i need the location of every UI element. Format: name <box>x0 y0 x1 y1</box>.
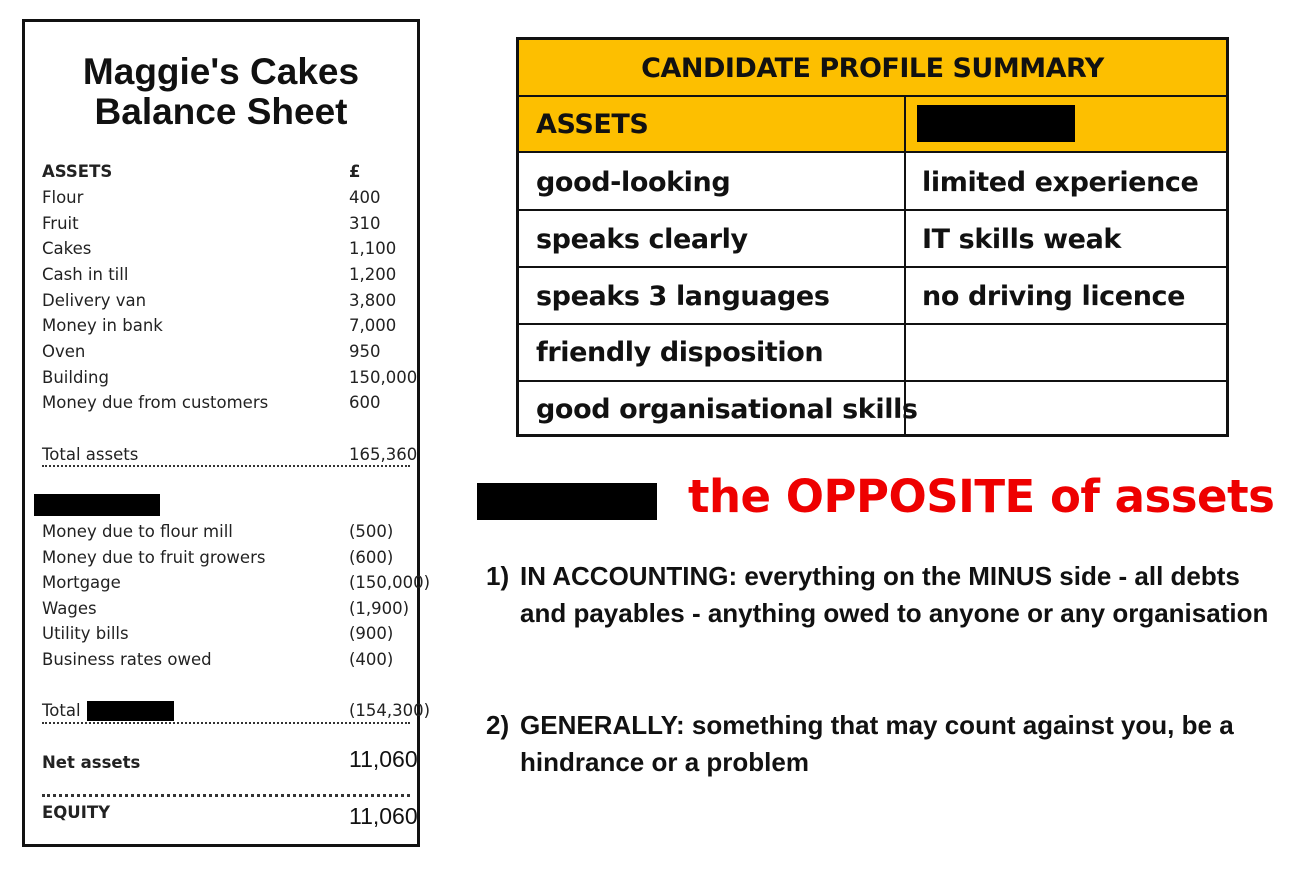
liability-value: (500) <box>349 522 394 541</box>
equity-row <box>42 803 418 829</box>
balance-sheet-title <box>25 52 417 132</box>
asset-label: Building <box>42 368 109 387</box>
liability-value: (150,000) <box>349 573 431 592</box>
total-liabilities-label: Total <box>42 701 81 720</box>
asset-row <box>42 188 412 212</box>
redacted-term <box>477 483 657 520</box>
net-assets-label: Net assets <box>42 753 141 772</box>
row-divider <box>519 323 1226 325</box>
asset-value: 1,100 <box>349 239 397 258</box>
asset-row <box>42 239 412 263</box>
asset-label: Money in bank <box>42 316 163 335</box>
title-line-2: Balance Sheet <box>94 91 348 132</box>
row-divider <box>519 266 1226 268</box>
profile-title: CANDIDATE PROFILE SUMMARY <box>519 40 1226 97</box>
asset-row <box>42 316 412 340</box>
liability-label: Money due to fruit growers <box>42 548 266 567</box>
liability-value: (400) <box>349 650 394 669</box>
redacted-column-header <box>917 105 1075 142</box>
asset-label: Oven <box>42 342 86 361</box>
definition-text: GENERALLY: something that may count against you, be a hindrance or a problem <box>520 710 1234 777</box>
net-assets-row <box>42 746 418 777</box>
asset-value: 3,800 <box>349 291 397 310</box>
asset-label: Delivery van <box>42 291 147 310</box>
asset-row <box>42 265 412 289</box>
liability-row <box>42 599 412 623</box>
dotted-divider <box>42 794 410 797</box>
profile-weakness-cell: IT skills weak <box>922 224 1121 255</box>
asset-label: Fruit <box>42 214 79 233</box>
profile-asset-cell: friendly disposition <box>536 337 824 368</box>
asset-label: Money due from customers <box>42 393 269 412</box>
asset-row <box>42 393 412 417</box>
liability-row <box>42 548 412 572</box>
candidate-profile-table <box>516 37 1229 437</box>
redacted-total-word <box>87 701 174 721</box>
assets-column-header: ASSETS <box>536 109 649 140</box>
definition-number: 2) <box>486 710 510 740</box>
profile-asset-cell: good organisational skills <box>536 394 918 425</box>
asset-value: 310 <box>349 214 381 233</box>
liability-row <box>42 650 412 674</box>
asset-value: 950 <box>349 342 381 361</box>
title-line-1: Maggie's Cakes <box>82 51 360 92</box>
assets-header-row <box>42 162 412 186</box>
asset-value: 1,200 <box>349 265 397 284</box>
total-assets-label: Total assets <box>42 445 139 464</box>
currency-symbol: £ <box>349 162 361 181</box>
definition-number: 1) <box>486 561 510 591</box>
redacted-heading <box>34 494 160 516</box>
equity-label: EQUITY <box>42 803 111 822</box>
dotted-divider <box>42 465 410 467</box>
definition-text: IN ACCOUNTING: everything on the MINUS side - all debts and payables - anything owed to anyone or any organisation <box>520 561 1269 628</box>
liability-row <box>42 573 431 597</box>
liability-label: Utility bills <box>42 624 129 643</box>
asset-value: 600 <box>349 393 381 412</box>
balance-sheet-card <box>22 19 431 847</box>
asset-value: 150,000 <box>349 368 418 387</box>
equity-value: 11,060 <box>349 803 418 829</box>
asset-row <box>42 368 418 392</box>
row-divider <box>519 380 1226 382</box>
asset-row <box>42 342 412 366</box>
profile-weakness-cell: limited experience <box>922 167 1199 198</box>
asset-row <box>42 214 412 238</box>
liability-label: Money due to flour mill <box>42 522 233 541</box>
profile-asset-cell: speaks clearly <box>536 224 748 255</box>
total-liabilities-value: (154,300) <box>349 701 431 720</box>
asset-label: Flour <box>42 188 84 207</box>
liability-value: (600) <box>349 548 394 567</box>
net-assets-value: 11,060 <box>349 746 418 772</box>
asset-value: 400 <box>349 188 381 207</box>
dotted-divider <box>42 722 410 724</box>
row-divider <box>519 209 1226 211</box>
assets-heading: ASSETS <box>42 162 113 181</box>
definition-heading: the OPPOSITE of assets <box>688 470 1275 523</box>
total-assets-value: 165,360 <box>349 445 418 464</box>
profile-weakness-cell: no driving licence <box>922 281 1186 312</box>
asset-value: 7,000 <box>349 316 397 335</box>
profile-subheader-row <box>519 97 1226 153</box>
liability-value: (1,900) <box>349 599 410 618</box>
liability-label: Wages <box>42 599 97 618</box>
liability-value: (900) <box>349 624 394 643</box>
asset-label: Cash in till <box>42 265 129 284</box>
profile-asset-cell: speaks 3 languages <box>536 281 830 312</box>
liability-label: Business rates owed <box>42 650 212 669</box>
liability-row <box>42 624 412 648</box>
asset-row <box>42 291 412 315</box>
profile-asset-cell: good-looking <box>536 167 731 198</box>
liability-row <box>42 522 412 546</box>
asset-label: Cakes <box>42 239 92 258</box>
liability-label: Mortgage <box>42 573 121 592</box>
